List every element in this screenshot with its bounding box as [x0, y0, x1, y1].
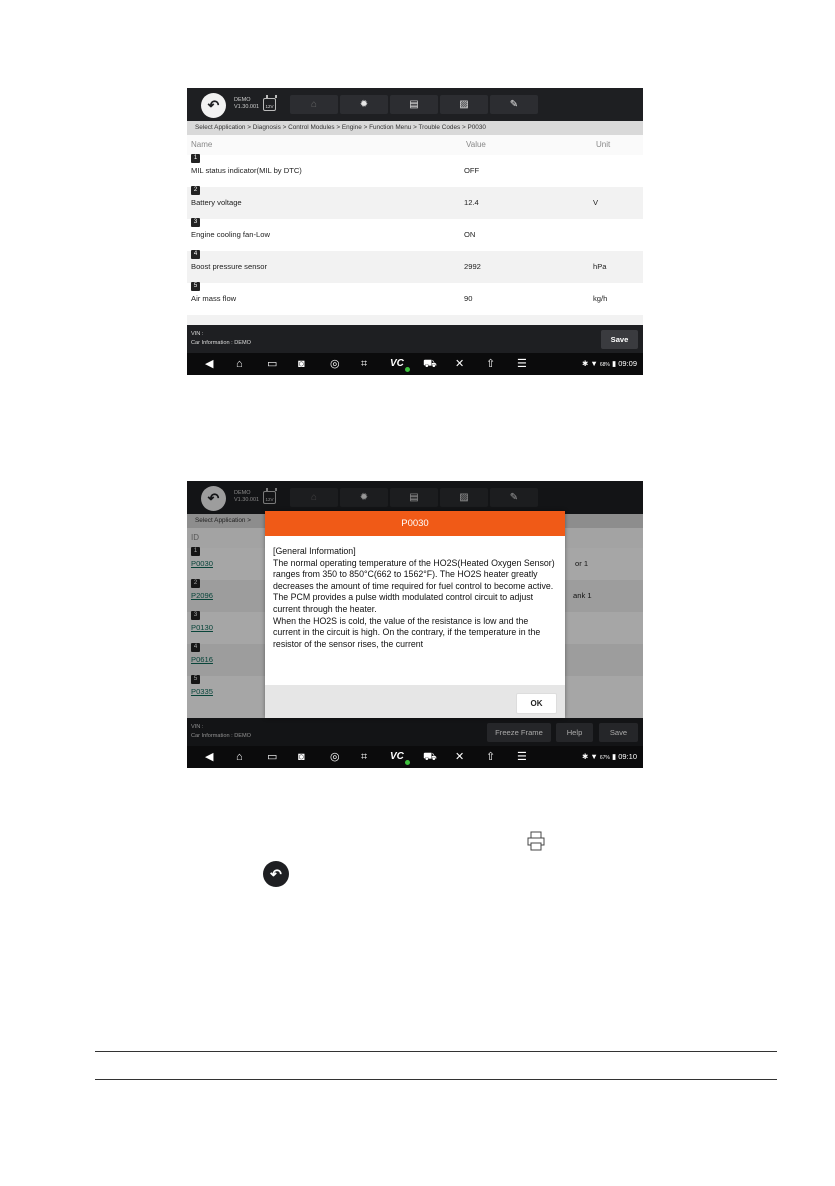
back-icon[interactable]: ◀ [205, 358, 214, 370]
car-info-label: Car Information : DEMO [191, 340, 251, 346]
dtc-link[interactable]: P0616 [191, 655, 213, 664]
table-row [187, 315, 643, 325]
tools-icon[interactable]: ✕ [455, 751, 465, 763]
camera-icon[interactable]: ◙ [298, 751, 305, 763]
vin-label: VIN : [191, 331, 204, 337]
back-arrow-icon: ↶ [207, 490, 220, 506]
column-unit: Unit [596, 140, 611, 149]
camera-icon[interactable]: ◙ [298, 358, 305, 370]
upload-icon[interactable]: ⇧ [486, 358, 496, 370]
home-icon[interactable]: ⌂ [236, 358, 243, 370]
home-icon: ⌂ [310, 492, 318, 503]
vin-label: VIN : [191, 724, 204, 730]
row-number: 3 [191, 218, 200, 227]
battery-voltage-label: 12V [265, 104, 274, 109]
row-number: 4 [191, 250, 200, 259]
upload-icon[interactable]: ⇧ [486, 751, 496, 763]
car-icon[interactable]: ⛟ [423, 751, 437, 763]
mode-label: DEMO [234, 97, 251, 103]
vehicle-info-bar [187, 325, 643, 353]
row-value: ON [464, 230, 476, 239]
row-value: 90 [464, 294, 473, 303]
edit-icon: ✎ [509, 492, 519, 503]
divider-line [95, 1051, 777, 1052]
tools-icon[interactable]: ✕ [455, 358, 465, 370]
recent-apps-icon[interactable]: ▭ [267, 358, 278, 370]
row-name: Battery voltage [191, 198, 242, 207]
menu-icon[interactable]: ☰ [517, 751, 527, 763]
freeze-frame-button[interactable]: Freeze Frame [487, 723, 551, 742]
battery-12v-icon [263, 98, 276, 111]
row-description: or 1 [575, 559, 589, 568]
dtc-link[interactable]: P0030 [191, 559, 213, 568]
battery-voltage-label: 12V [265, 497, 274, 502]
row-value: 2992 [464, 262, 481, 271]
printer-icon [527, 831, 545, 851]
menu-icon[interactable]: ☰ [517, 358, 527, 370]
wifi-icon: ▼ [590, 359, 598, 368]
row-number: 2 [191, 186, 200, 195]
clock: 09:09 [618, 359, 637, 368]
row-unit: V [593, 198, 599, 207]
dtc-link[interactable]: P0130 [191, 623, 213, 632]
row-number: 3 [191, 611, 200, 620]
browser-icon[interactable]: ◎ [330, 751, 340, 763]
row-unit: hPa [593, 262, 607, 271]
recent-apps-icon[interactable]: ▭ [267, 751, 278, 763]
row-unit: kg/h [593, 294, 608, 303]
clock: 09:10 [618, 752, 637, 761]
top-toolbar [187, 88, 643, 121]
version-label: V1.30.001 [234, 497, 260, 503]
status-area [582, 752, 637, 761]
version-label: V1.30.001 [234, 104, 260, 110]
dialog-title: P0030 [265, 511, 565, 536]
car-icon[interactable]: ⛟ [423, 358, 437, 370]
table-row[interactable] [187, 283, 643, 315]
home-icon[interactable]: ⌂ [236, 751, 243, 763]
image-icon: ▨ [459, 99, 469, 110]
column-name: Name [191, 140, 213, 149]
row-number: 4 [191, 643, 200, 652]
table-row[interactable] [187, 187, 643, 219]
save-button[interactable]: Save [599, 723, 638, 742]
browser-icon[interactable]: ◎ [330, 358, 340, 370]
printer-icon: ▤ [409, 99, 419, 110]
image-button[interactable] [440, 95, 488, 114]
row-name: Boost pressure sensor [191, 262, 267, 271]
row-number: 1 [191, 154, 200, 163]
row-name: MIL status indicator(MIL by DTC) [191, 166, 302, 175]
row-number: 5 [191, 675, 200, 684]
car-info-label: Car Information : DEMO [191, 733, 251, 739]
column-id: ID [191, 533, 199, 542]
table-header [187, 135, 643, 155]
wifi-icon: ▼ [590, 752, 598, 761]
data-stream-screen [187, 88, 643, 375]
screenshot-crop-icon[interactable]: ⌗ [361, 358, 368, 370]
column-value: Value [466, 140, 486, 149]
table-row[interactable] [187, 155, 643, 187]
table-row[interactable] [187, 251, 643, 283]
dtc-help-dialog [265, 511, 565, 718]
gear-icon: ✹ [359, 492, 369, 503]
vci-status-dot [405, 760, 410, 765]
gear-icon: ✹ [359, 99, 369, 110]
row-description: ank 1 [573, 591, 592, 600]
version-info [234, 97, 259, 111]
back-arrow-icon: ↶ [207, 97, 220, 113]
printer-icon: ▤ [409, 492, 419, 503]
vci-status-dot [405, 367, 410, 372]
bluetooth-icon: ✱ [581, 752, 589, 761]
edit-icon: ✎ [509, 99, 519, 110]
tool-buttons [290, 95, 538, 114]
vci-icon[interactable]: VC [390, 358, 404, 369]
back-button-icon: ↶ [263, 861, 289, 887]
dtc-link[interactable]: P2096 [191, 591, 213, 600]
battery-icon: ▮ [611, 752, 617, 761]
android-nav-bar [187, 353, 643, 375]
mode-label: DEMO [234, 490, 251, 496]
image-icon: ▨ [459, 492, 469, 503]
screenshot-crop-icon[interactable]: ⌗ [361, 751, 368, 763]
divider-line [95, 1079, 777, 1080]
breadcrumb: Select Application > Diagnosis > Control Modules > Engine > Function Menu > Trouble Codes > P0030 [187, 121, 643, 135]
edit-button[interactable] [490, 95, 538, 114]
row-number: 1 [191, 547, 200, 556]
dtc-link[interactable]: P0335 [191, 687, 213, 696]
row-name: Air mass flow [191, 294, 237, 303]
row-value: 12.4 [464, 198, 479, 207]
row-name: Engine cooling fan-Low [191, 230, 270, 239]
breadcrumb: Select Application > [187, 514, 643, 528]
row-number: 2 [191, 579, 200, 588]
settings-button[interactable] [340, 95, 388, 114]
back-icon[interactable]: ◀ [205, 751, 214, 763]
android-nav-bar [187, 746, 643, 768]
dialog-footer [265, 685, 565, 718]
row-number: 5 [191, 282, 200, 291]
status-area [582, 359, 637, 368]
back-button[interactable] [201, 93, 226, 118]
table-row[interactable] [187, 219, 643, 251]
print-button[interactable] [390, 95, 438, 114]
home-icon: ⌂ [310, 99, 318, 110]
vci-icon[interactable]: VC [390, 751, 404, 762]
dialog-body[interactable]: [General Information] The normal operating temperature of the HO2S(Heated Oxygen Sensor) ranges from 350 to 850°C(662 to 1562°F). The HO2S heater greatly decreases the amount of time required for fuel control to become active. The PCM provides a pulse width modulated control circuit to adjust current through the heater. When the HO2S is cold, the value of the resistance is low and the current in the circuit is high. On the contrary, if the temperature in the resistor of the sensor rises, the current [273, 546, 555, 649]
bluetooth-icon: ✱ [581, 359, 589, 368]
battery-icon: ▮ [611, 359, 617, 368]
help-button[interactable]: Help [556, 723, 593, 742]
battery-percent: 67% [599, 755, 610, 761]
row-value: OFF [464, 166, 480, 175]
home-button[interactable] [290, 95, 338, 114]
trouble-code-screen [187, 481, 643, 768]
battery-percent: 68% [599, 362, 610, 368]
save-button[interactable]: Save [601, 330, 638, 349]
ok-button[interactable]: OK [516, 693, 557, 714]
